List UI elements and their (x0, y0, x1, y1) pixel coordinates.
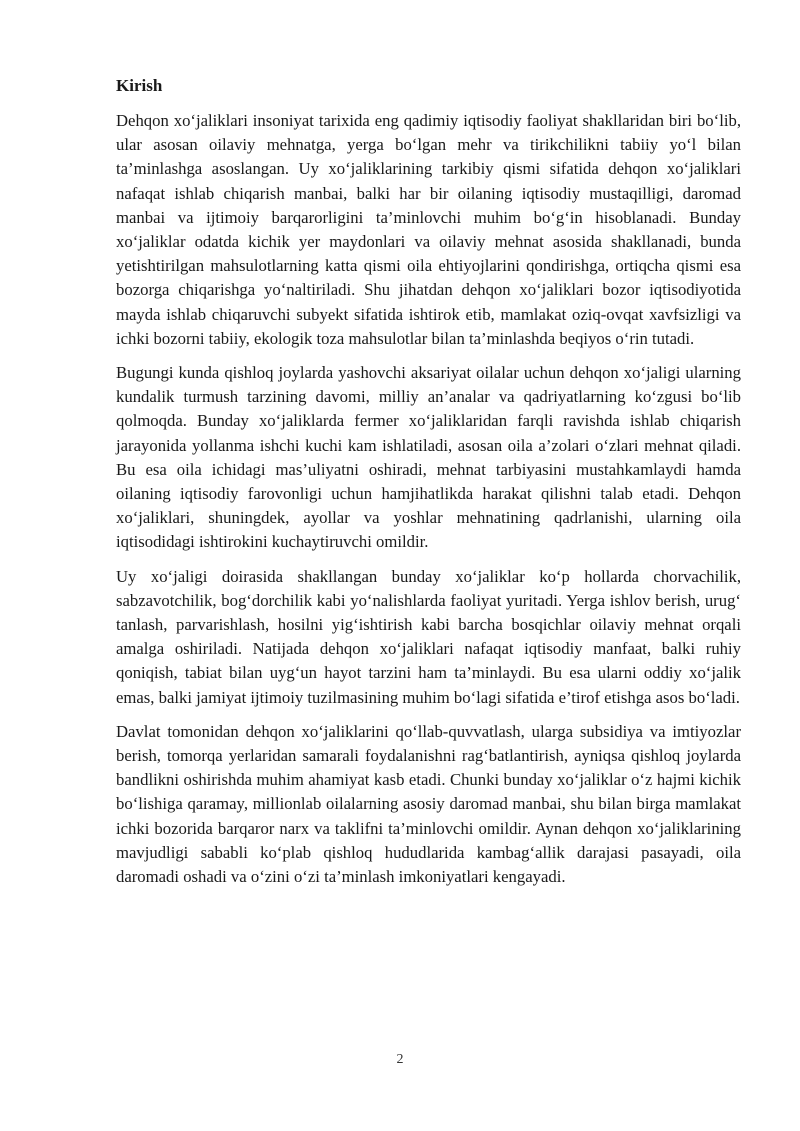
paragraph-3: Uy xo‘jaligi doirasida shakllangan bunday xo‘jaliklar ko‘p hollarda chorvachilik, sabzavotchilik, bog‘dorchilik kabi yo‘nalishlarda faoliyat yuritadi. Yerga ishlov berish, urug‘ tanlash, parvarishlash, hosilni yig‘ishtirish kabi barcha bosqichlar oilaviy mehnat orqali amalga oshiriladi. Natijada dehqon xo‘jaliklari nafaqat iqtisodiy manfaat, balki ruhiy qoniqish, tabiat bilan uyg‘un hayot tarzini ham ta’minlaydi. Bu esa ularni oddiy xo‘jalik emas, balki jamiyat ijtimoiy tuzilmasining muhim bo‘lagi sifatida e’tirof etishga asos bo‘ladi. (116, 566, 741, 707)
paragraph-2: Bugungi kunda qishloq joylarda yashovchi aksariyat oilalar uchun dehqon xo‘jaligi ularning kundalik turmush tarzining davomi, milliy an’analar va qadriyatlarning ko‘zgusi bo‘lib qolmoqda. Bunday xo‘jaliklarda fermer xo‘jaliklaridan farqli ravishda ishlab chiqarish jarayonida yollanma ishchi kuchi kam ishlatiladi, asosan oila a’zolari o‘zlari mehnat qiladi. Bu esa oila ichidagi mas’uliyatni oshiradi, mehnat tarbiyasini mustahkamlaydi hamda oilaning iqtisodiy farovonligi uchun hamjihatlikda harakat qilishni talab etadi. Dehqon xo‘jaliklari, shuningdek, ayollar va yoshlar mehnatining qadrlanishi, ularning oila iqtisodidagi ishtirokini kuchaytiruvchi omildir. (116, 363, 741, 552)
document-page (116, 74, 741, 899)
paragraph-1: Dehqon xo‘jaliklari insoniyat tarixida eng qadimiy iqtisodiy faoliyat shakllaridan biri bo‘lib, ular asosan oilaviy mehnatga, yerga bo‘lgan mehr va tirikchilikni tabiiy yo‘l bilan ta’minlashga asoslangan. Uy xo‘jaliklarining tarkibiy qismi sifatida dehqon xo‘jaliklari nafaqat ishlab chiqarish manbai, balki har bir oilaning iqtisodiy mustaqilligi, daromad manbai va ijtimoiy barqarorligini ta’minlovchi muhim bo‘g‘in hisoblanadi. Bunday xo‘jaliklar odatda kichik yer maydonlari va oilaviy mehnat asosida shakllanadi, bunda yetishtirilgan mahsulotlarning katta qismi oila ehtiyojlarini qondirishga, ortiqcha qismi esa bozorga chiqarishga yo‘naltiriladi. Shu jihatdan dehqon xo‘jaliklari bozor iqtisodiyotida mayda ishlab chiqaruvchi subyekt sifatida ishtirok etib, mamlakat oziq-ovqat xavfsizligi va ichki bozorni tabiiy, ekologik toza mahsulotlar bilan ta’minlashda beqiyos o‘rin tutadi. (116, 111, 741, 348)
section-heading: Kirish (116, 76, 163, 95)
paragraph-4: Davlat tomonidan dehqon xo‘jaliklarini qo‘llab-quvvatlash, ularga subsidiya va imtiyozlar berish, tomorqa yerlaridan samarali foydalanishni rag‘batlantirish, ayniqsa qishloq joylarda bandlikni oshirishda muhim ahamiyat kasb etadi. Chunki bunday xo‘jaliklar o‘z hajmi kichik bo‘lishiga qaramay, millionlab oilalarning asosiy daromad manbai, shu bilan birga mamlakat ichki bozorida barqaror narx va taklifni ta’minlovchi omildir. Aynan dehqon xo‘jaliklarining mavjudligi sababli ko‘plab qishloq hududlarida kambag‘allik darajasi pasayadi, oila daromadi oshadi va o‘zini o‘zi ta’minlash imkoniyatlari kengayadi. (116, 721, 741, 887)
page-number: 2 (396, 1052, 404, 1067)
